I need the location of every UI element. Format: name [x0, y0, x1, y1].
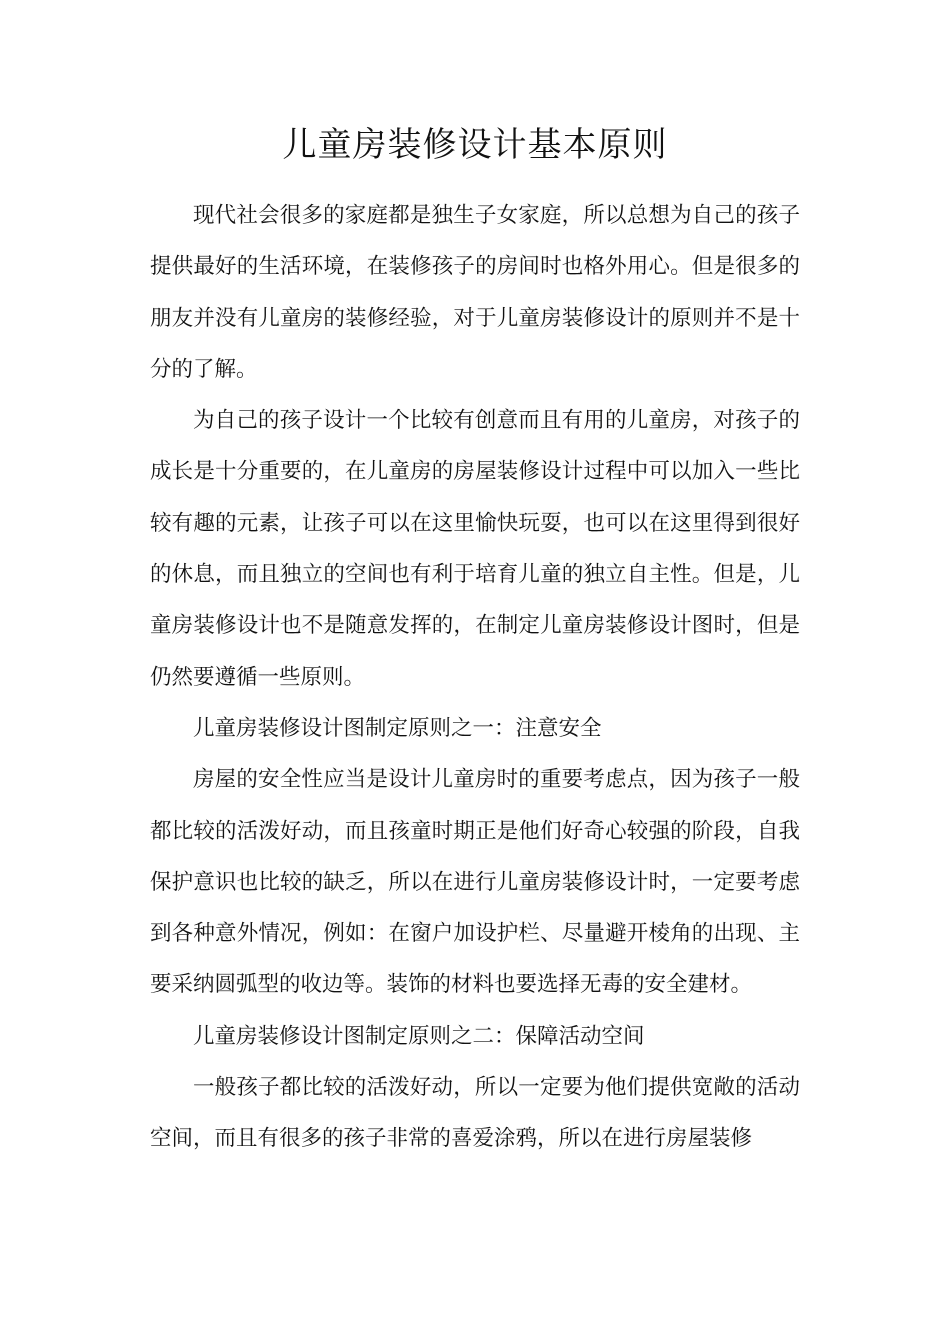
paragraph-safety: 房屋的安全性应当是设计儿童房时的重要考虑点，因为孩子一般都比较的活泼好动，而且孩童时期正是他们好奇心较强的阶段，自我保护意识也比较的缺乏，所以在进行儿童房装修设计时，一定要考虑到各种意外情况，例如：在窗户加设护栏、尽量避开棱角的出现、主要采纳圆弧型的收边等。装饰的材料也要选择无毒的安全建材。 — [150, 767, 800, 998]
paragraph-intro: 现代社会很多的家庭都是独生子女家庭，所以总想为自己的孩子提供最好的生活环境，在装修孩子的房间时也格外用心。但是很多的朋友并没有儿童房的装修经验，对于儿童房装修设计的原则并不是十分的了解。 — [150, 203, 800, 382]
document-body — [150, 190, 800, 1165]
paragraph-design-importance: 为自己的孩子设计一个比较有创意而且有用的儿童房，对孩子的成长是十分重要的，在儿童房的房屋装修设计过程中可以加入一些比较有趣的元素，让孩子可以在这里愉快玩耍，也可以在这里得到很好的休息，而且独立的空间也有利于培育儿童的独立自主性。但是，儿童房装修设计也不是随意发挥的，在制定儿童房装修设计图时，但是仍然要遵循一些原则。 — [150, 408, 800, 690]
document-title: 儿童房装修设计基本原则 — [282, 125, 668, 165]
paragraph-activity-space: 一般孩子都比较的活泼好动，所以一定要为他们提供宽敞的活动空间，而且有很多的孩子非常的喜爱涂鸦，所以在进行房屋装修 — [150, 1075, 800, 1152]
section-heading-activity-space: 儿童房装修设计图制定原则之二：保障活动空间 — [193, 1023, 645, 1049]
section-heading-safety: 儿童房装修设计图制定原则之一：注意安全 — [193, 715, 602, 741]
